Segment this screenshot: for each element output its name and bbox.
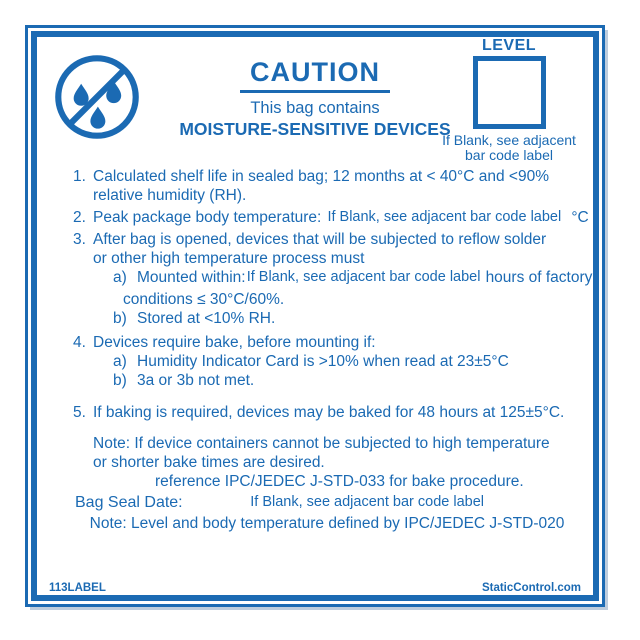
item-3b — [113, 309, 581, 328]
item-4-number: 4. — [73, 334, 86, 351]
item-4-text: Devices require bake, before mounting if: — [93, 334, 376, 351]
item-4a-letter: a) — [113, 353, 127, 370]
item-3a-blank-caption: If Blank, see adjacent bar code label — [246, 269, 481, 285]
item-1-line1: Calculated shelf life in sealed bag; 12 months at < 40°C and <90% — [93, 168, 549, 185]
item-3 — [73, 230, 581, 268]
item-5-text: If baking is required, devices may be baked for 48 hours at 125±5°C. — [93, 404, 565, 421]
item-4a — [113, 352, 581, 371]
item-5 — [73, 403, 581, 422]
level-blank-note: If Blank, see adjacent bar code label — [442, 132, 576, 163]
item-3a-continuation: conditions ≤ 30°C/60%. — [123, 291, 285, 308]
item-3-line2: or other high temperature process must — [93, 250, 365, 267]
item-2-unit: °C — [571, 209, 589, 226]
item-4b-letter: b) — [113, 372, 127, 389]
item-1-line2: relative humidity (RH). — [93, 187, 247, 204]
bag-seal-label: Bag Seal Date: — [75, 494, 183, 511]
bake-note — [73, 434, 581, 491]
item-1 — [73, 167, 581, 205]
item-1-number: 1. — [73, 168, 86, 185]
item-4b-text: 3a or 3b not met. — [137, 372, 255, 389]
bake-note-line3: reference IPC/JEDEC J-STD-033 for bake procedure. — [155, 473, 524, 490]
item-4a-text: Humidity Indicator Card is >10% when read at 23±5°C — [137, 353, 509, 370]
item-2-blank-caption: If Blank, see adjacent bar code label — [327, 209, 562, 225]
item-3b-letter: b) — [113, 310, 127, 327]
bake-note-line1: Note: If device containers cannot be subjected to high temperature — [93, 435, 550, 452]
label-header — [37, 37, 593, 163]
hours-blank-field[interactable] — [246, 268, 481, 286]
subtitle-bag-contains: This bag contains — [250, 99, 380, 117]
item-3-line1: After bag is opened, devices that will be subjected to reflow solder — [93, 231, 547, 248]
item-2 — [73, 208, 589, 227]
item-2-label: Peak package body temperature: — [93, 209, 322, 226]
vendor-url: StaticControl.com — [481, 582, 581, 594]
footer-standard-note: Note: Level and body temperature defined by IPC/JEDEC J-STD-020 — [89, 515, 565, 532]
bag-seal-row — [73, 493, 581, 512]
item-4b — [113, 371, 581, 390]
item-3a-label: Mounted within: — [137, 269, 246, 286]
item-3-number: 3. — [73, 231, 86, 248]
item-3a-suffix: hours of factory — [485, 269, 593, 286]
bag-seal-blank-caption: If Blank, see adjacent bar code label — [250, 494, 484, 510]
label-part-number: 113LABEL — [49, 582, 106, 594]
level-value-box[interactable] — [473, 56, 546, 129]
bake-note-line2: or shorter bake times are desired. — [93, 454, 325, 471]
subtitle-moisture-devices: MOISTURE-SENSITIVE DEVICES — [179, 119, 451, 139]
level-section — [433, 37, 585, 163]
item-3a-letter: a) — [113, 269, 127, 286]
bag-seal-date-field[interactable] — [189, 493, 546, 511]
no-moisture-icon — [53, 53, 141, 141]
item-5-number: 5. — [73, 404, 86, 421]
instruction-list — [37, 163, 593, 533]
level-label: LEVEL — [481, 37, 537, 54]
temperature-blank-field[interactable] — [325, 208, 563, 226]
item-2-number: 2. — [73, 209, 86, 226]
item-4 — [73, 333, 581, 352]
item-3b-text: Stored at <10% RH. — [137, 310, 276, 327]
label-content — [37, 37, 593, 595]
msd-label — [25, 25, 605, 607]
caution-title: CAUTION — [240, 57, 390, 93]
label-inner-border — [31, 31, 599, 601]
item-3a — [113, 268, 593, 287]
